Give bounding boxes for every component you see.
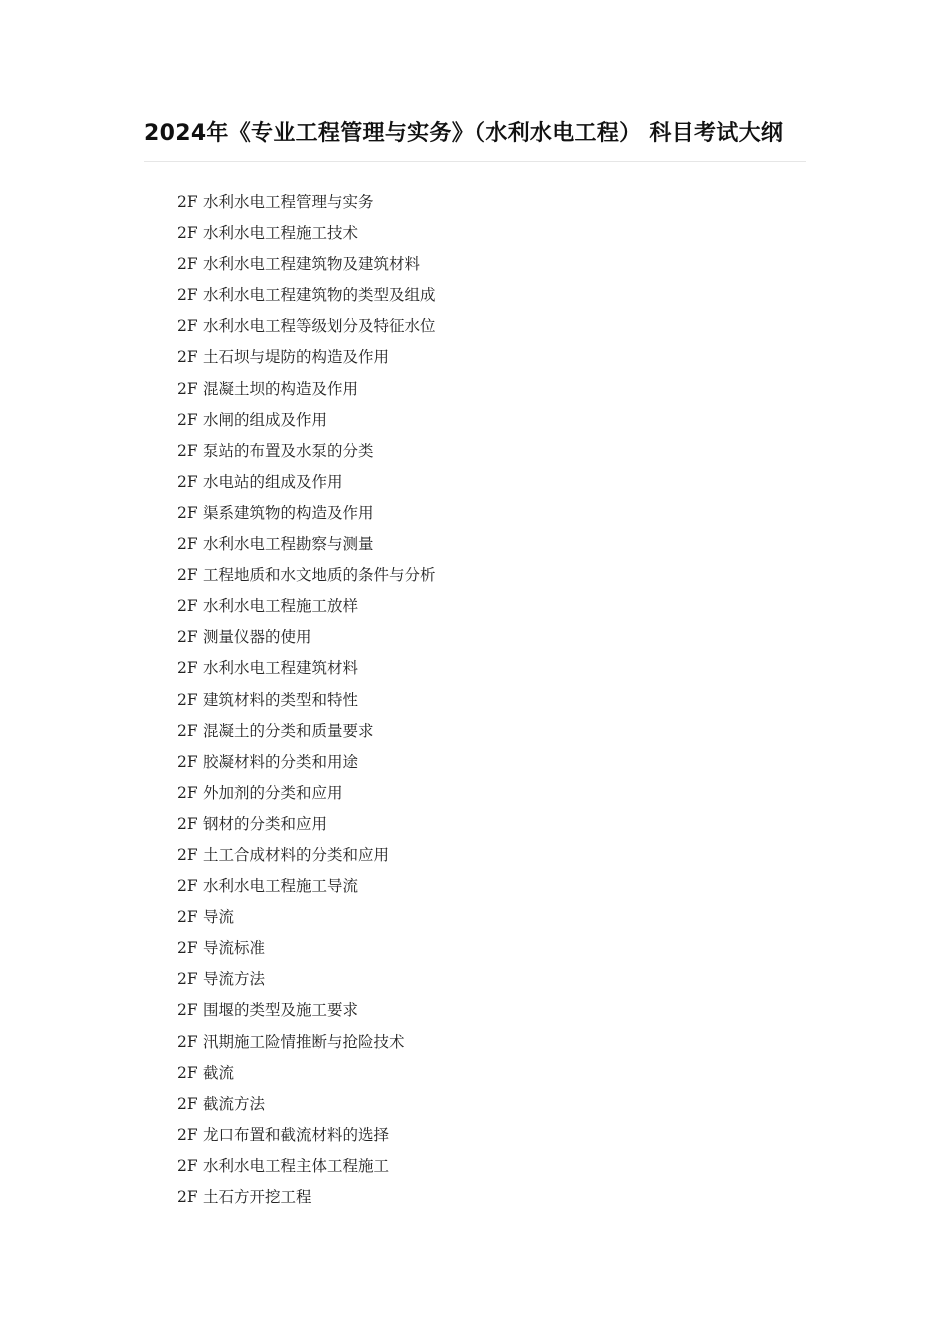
outline-item — [177, 622, 436, 653]
outline-item-text: 钢材的分类和应用 — [203, 814, 328, 833]
outline-item — [177, 964, 436, 995]
outline-item — [177, 653, 436, 684]
outline-item-code: 2F — [177, 877, 198, 896]
outline-item-code: 2F — [177, 1001, 198, 1020]
outline-item — [177, 280, 436, 311]
outline-item-text: 泵站的布置及水泵的分类 — [203, 441, 374, 460]
outline-item-text: 水利水电工程建筑材料 — [203, 659, 359, 678]
outline-item-code: 2F — [177, 597, 198, 616]
outline-item-text: 围堰的类型及施工要求 — [203, 1001, 359, 1020]
outline-item-text: 龙口布置和截流材料的选择 — [203, 1125, 390, 1144]
outline-item — [177, 311, 436, 342]
outline-item — [177, 685, 436, 716]
outline-item — [177, 374, 436, 405]
outline-item-code: 2F — [177, 939, 198, 958]
outline-item-code: 2F — [177, 690, 198, 709]
outline-item-code: 2F — [177, 1094, 198, 1113]
outline-item — [177, 1182, 436, 1213]
outline-item-text: 建筑材料的类型和特性 — [203, 690, 359, 709]
outline-item — [177, 1151, 436, 1182]
outline-item-text: 外加剂的分类和应用 — [203, 783, 343, 802]
outline-item — [177, 1058, 436, 1089]
outline-item-text: 水利水电工程勘察与测量 — [203, 535, 374, 554]
outline-item — [177, 529, 436, 560]
outline-item-text: 截流 — [203, 1063, 235, 1082]
outline-item-code: 2F — [177, 566, 198, 585]
outline-item-code: 2F — [177, 255, 198, 274]
outline-item — [177, 1089, 436, 1120]
outline-item — [177, 902, 436, 933]
outline-item-code: 2F — [177, 628, 198, 647]
outline-item-text: 测量仪器的使用 — [203, 628, 312, 647]
outline-item-text: 导流标准 — [203, 939, 266, 958]
outline-item — [177, 840, 436, 871]
outline-item — [177, 1027, 436, 1058]
title-divider — [144, 161, 806, 162]
outline-item-code: 2F — [177, 908, 198, 927]
outline-item — [177, 995, 436, 1026]
outline-item-text: 胶凝材料的分类和用途 — [203, 752, 359, 771]
outline-item-code: 2F — [177, 783, 198, 802]
outline-item — [177, 249, 436, 280]
outline-item-text: 水利水电工程管理与实务 — [203, 193, 374, 211]
outline-item — [177, 218, 436, 249]
outline-item-text: 水利水电工程建筑物及建筑材料 — [203, 255, 421, 274]
outline-item — [177, 778, 436, 809]
outline-item — [177, 436, 436, 467]
outline-item — [177, 747, 436, 778]
outline-item — [177, 467, 436, 498]
outline-item-text: 水闸的组成及作用 — [203, 410, 328, 429]
outline-item-text: 导流 — [203, 908, 235, 927]
outline-item-code: 2F — [177, 472, 198, 491]
outline-item-code: 2F — [177, 752, 198, 771]
outline-item-text: 土石方开挖工程 — [203, 1188, 312, 1206]
outline-item-code: 2F — [177, 1188, 198, 1206]
outline-item-text: 水利水电工程主体工程施工 — [203, 1156, 390, 1175]
outline-item — [177, 560, 436, 591]
outline-item-text: 水利水电工程施工放样 — [203, 597, 359, 616]
outline-item-code: 2F — [177, 1032, 198, 1051]
outline-item-text: 水利水电工程施工技术 — [203, 224, 359, 243]
outline-item-code: 2F — [177, 1125, 198, 1144]
outline-item-code: 2F — [177, 317, 198, 336]
outline-item-code: 2F — [177, 721, 198, 740]
outline-item-code: 2F — [177, 193, 198, 211]
outline-item-text: 水利水电工程建筑物的类型及组成 — [203, 286, 436, 305]
outline-item-code: 2F — [177, 410, 198, 429]
outline-item-code: 2F — [177, 503, 198, 522]
outline-item-text: 汛期施工险情推断与抢险技术 — [203, 1032, 405, 1051]
outline-item-text: 工程地质和水文地质的条件与分析 — [203, 566, 436, 585]
document-title: 2024年《专业工程管理与实务》（水利水电工程） 科目考试大纲 — [144, 121, 784, 146]
outline-item — [177, 871, 436, 902]
outline-item-code: 2F — [177, 441, 198, 460]
outline-item — [177, 1120, 436, 1151]
outline-item-code: 2F — [177, 379, 198, 398]
outline-item-text: 导流方法 — [203, 970, 266, 989]
outline-item — [177, 716, 436, 747]
outline-item — [177, 342, 436, 373]
outline-item-text: 水利水电工程等级划分及特征水位 — [203, 317, 436, 336]
outline-item-text: 水利水电工程施工导流 — [203, 877, 359, 896]
outline-item-code: 2F — [177, 845, 198, 864]
outline-item-code: 2F — [177, 286, 198, 305]
outline-item-text: 混凝土的分类和质量要求 — [203, 721, 374, 740]
outline-item — [177, 187, 436, 218]
syllabus-outline-list — [177, 187, 436, 1213]
outline-item-code: 2F — [177, 224, 198, 243]
outline-item — [177, 405, 436, 436]
outline-item-text: 渠系建筑物的构造及作用 — [203, 503, 374, 522]
outline-item-code: 2F — [177, 348, 198, 367]
outline-item-code: 2F — [177, 1156, 198, 1175]
outline-item-text: 土工合成材料的分类和应用 — [203, 845, 390, 864]
outline-item-text: 水电站的组成及作用 — [203, 472, 343, 491]
outline-item-code: 2F — [177, 659, 198, 678]
outline-item — [177, 498, 436, 529]
outline-item-code: 2F — [177, 970, 198, 989]
outline-item-code: 2F — [177, 535, 198, 554]
outline-item — [177, 809, 436, 840]
outline-item-text: 混凝土坝的构造及作用 — [203, 379, 359, 398]
outline-item-text: 土石坝与堤防的构造及作用 — [203, 348, 390, 367]
outline-item-code: 2F — [177, 1063, 198, 1082]
outline-item — [177, 591, 436, 622]
outline-item-text: 截流方法 — [203, 1094, 266, 1113]
outline-item — [177, 933, 436, 964]
outline-item-code: 2F — [177, 814, 198, 833]
